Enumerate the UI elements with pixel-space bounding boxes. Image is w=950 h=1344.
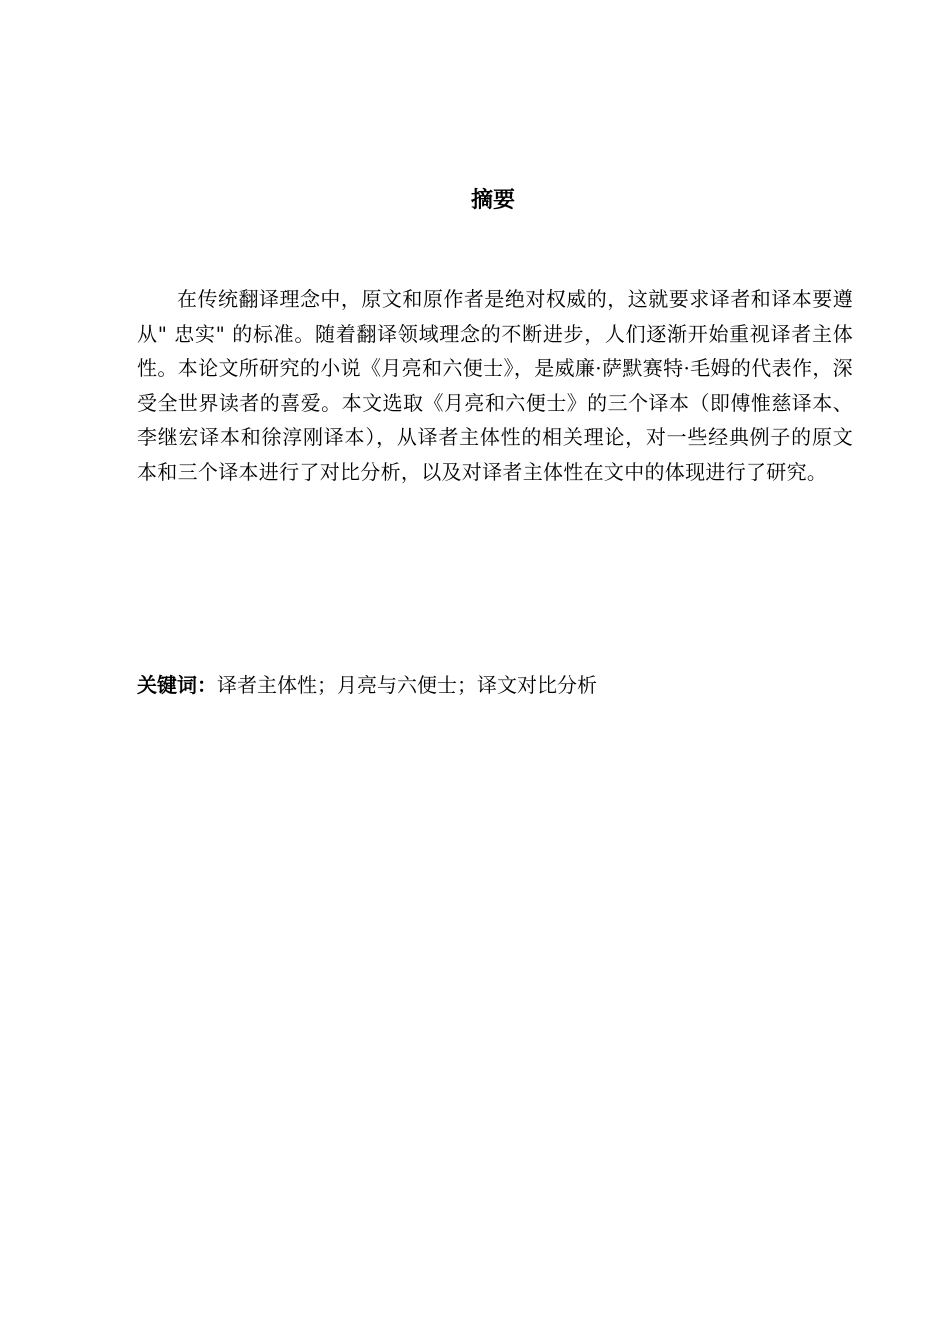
keywords-line — [137, 668, 853, 702]
keywords-label: 关键词： — [137, 673, 217, 697]
abstract-paragraph: 在传统翻译理念中，原文和原作者是绝对权威的，这就要求译者和译本要遵从" 忠实" 的标准。随着翻译领域理念的不断进步，人们逐渐开始重视译者主体性。本论文所研究的小说《月亮和六便士》，是威廉·萨默赛特·毛姆的代表作，深受全世界读者的喜爱。本文选取《月亮和六便士》的三个译本（即傅惟慈译本、李继宏译本和徐淳刚译本），从译者主体性的相关理论，对一些经典例子的原文本和三个译本进行了对比分析，以及对译者主体性在文中的体现进行了研究。 — [137, 287, 853, 484]
keywords-text: 译者主体性；月亮与六便士；译文对比分析 — [217, 673, 597, 697]
abstract-title: 摘要 — [470, 188, 515, 213]
